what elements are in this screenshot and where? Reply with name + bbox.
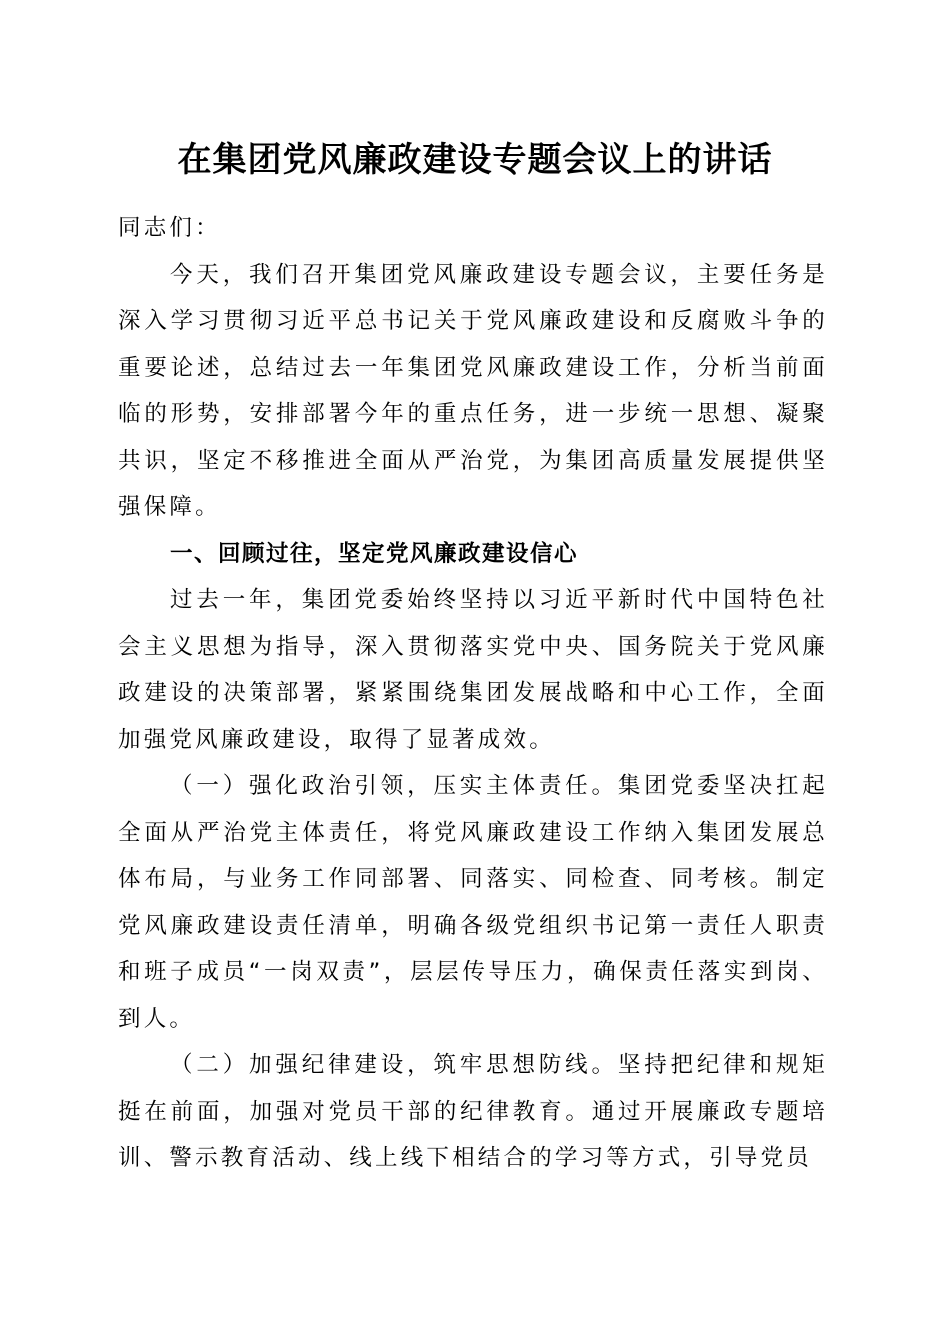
- document-body: [118, 205, 828, 1182]
- document-title: 在集团党风廉政建设专题会议上的讲话: [177, 140, 773, 180]
- paragraph-intro: 今天，我们召开集团党风廉政建设专题会议，主要任务是深入学习贯彻习近平总书记关于党风廉政建设和反腐败斗争的重要论述，总结过去一年集团党风廉政建设工作，分析当前面临的形势，安排部署今年的重点任务，进一步统一思想、凝聚共识，坚定不移推进全面从严治党，为集团高质量发展提供坚强保障。: [118, 261, 828, 520]
- paragraph-sub-1: （一）强化政治引领，压实主体责任。集团党委坚决扛起全面从严治党主体责任，将党风廉政建设工作纳入集团发展总体布局，与业务工作同部署、同落实、同检查、同考核。制定党风廉政建设责任清单，明确各级党组织书记第一责任人职责和班子成员“一岗双责”，层层传导压力，确保责任落实到岗、到人。: [118, 773, 828, 1032]
- section-heading-1: 一、回顾过往，坚定党风廉政建设信心: [170, 540, 579, 567]
- paragraph-review: 过去一年，集团党委始终坚持以习近平新时代中国特色社会主义思想为指导，深入贯彻落实党中央、国务院关于党风廉政建设的决策部署，紧紧围绕集团发展战略和中心工作，全面加强党风廉政建设，取得了显著成效。: [118, 587, 828, 753]
- salutation: 同志们：: [118, 215, 221, 241]
- paragraph-sub-2: （二）加强纪律建设，筑牢思想防线。坚持把纪律和规矩挺在前面，加强对党员干部的纪律教育。通过开展廉政专题培训、警示教育活动、线上线下相结合的学习等方式，引导党员: [118, 1052, 828, 1171]
